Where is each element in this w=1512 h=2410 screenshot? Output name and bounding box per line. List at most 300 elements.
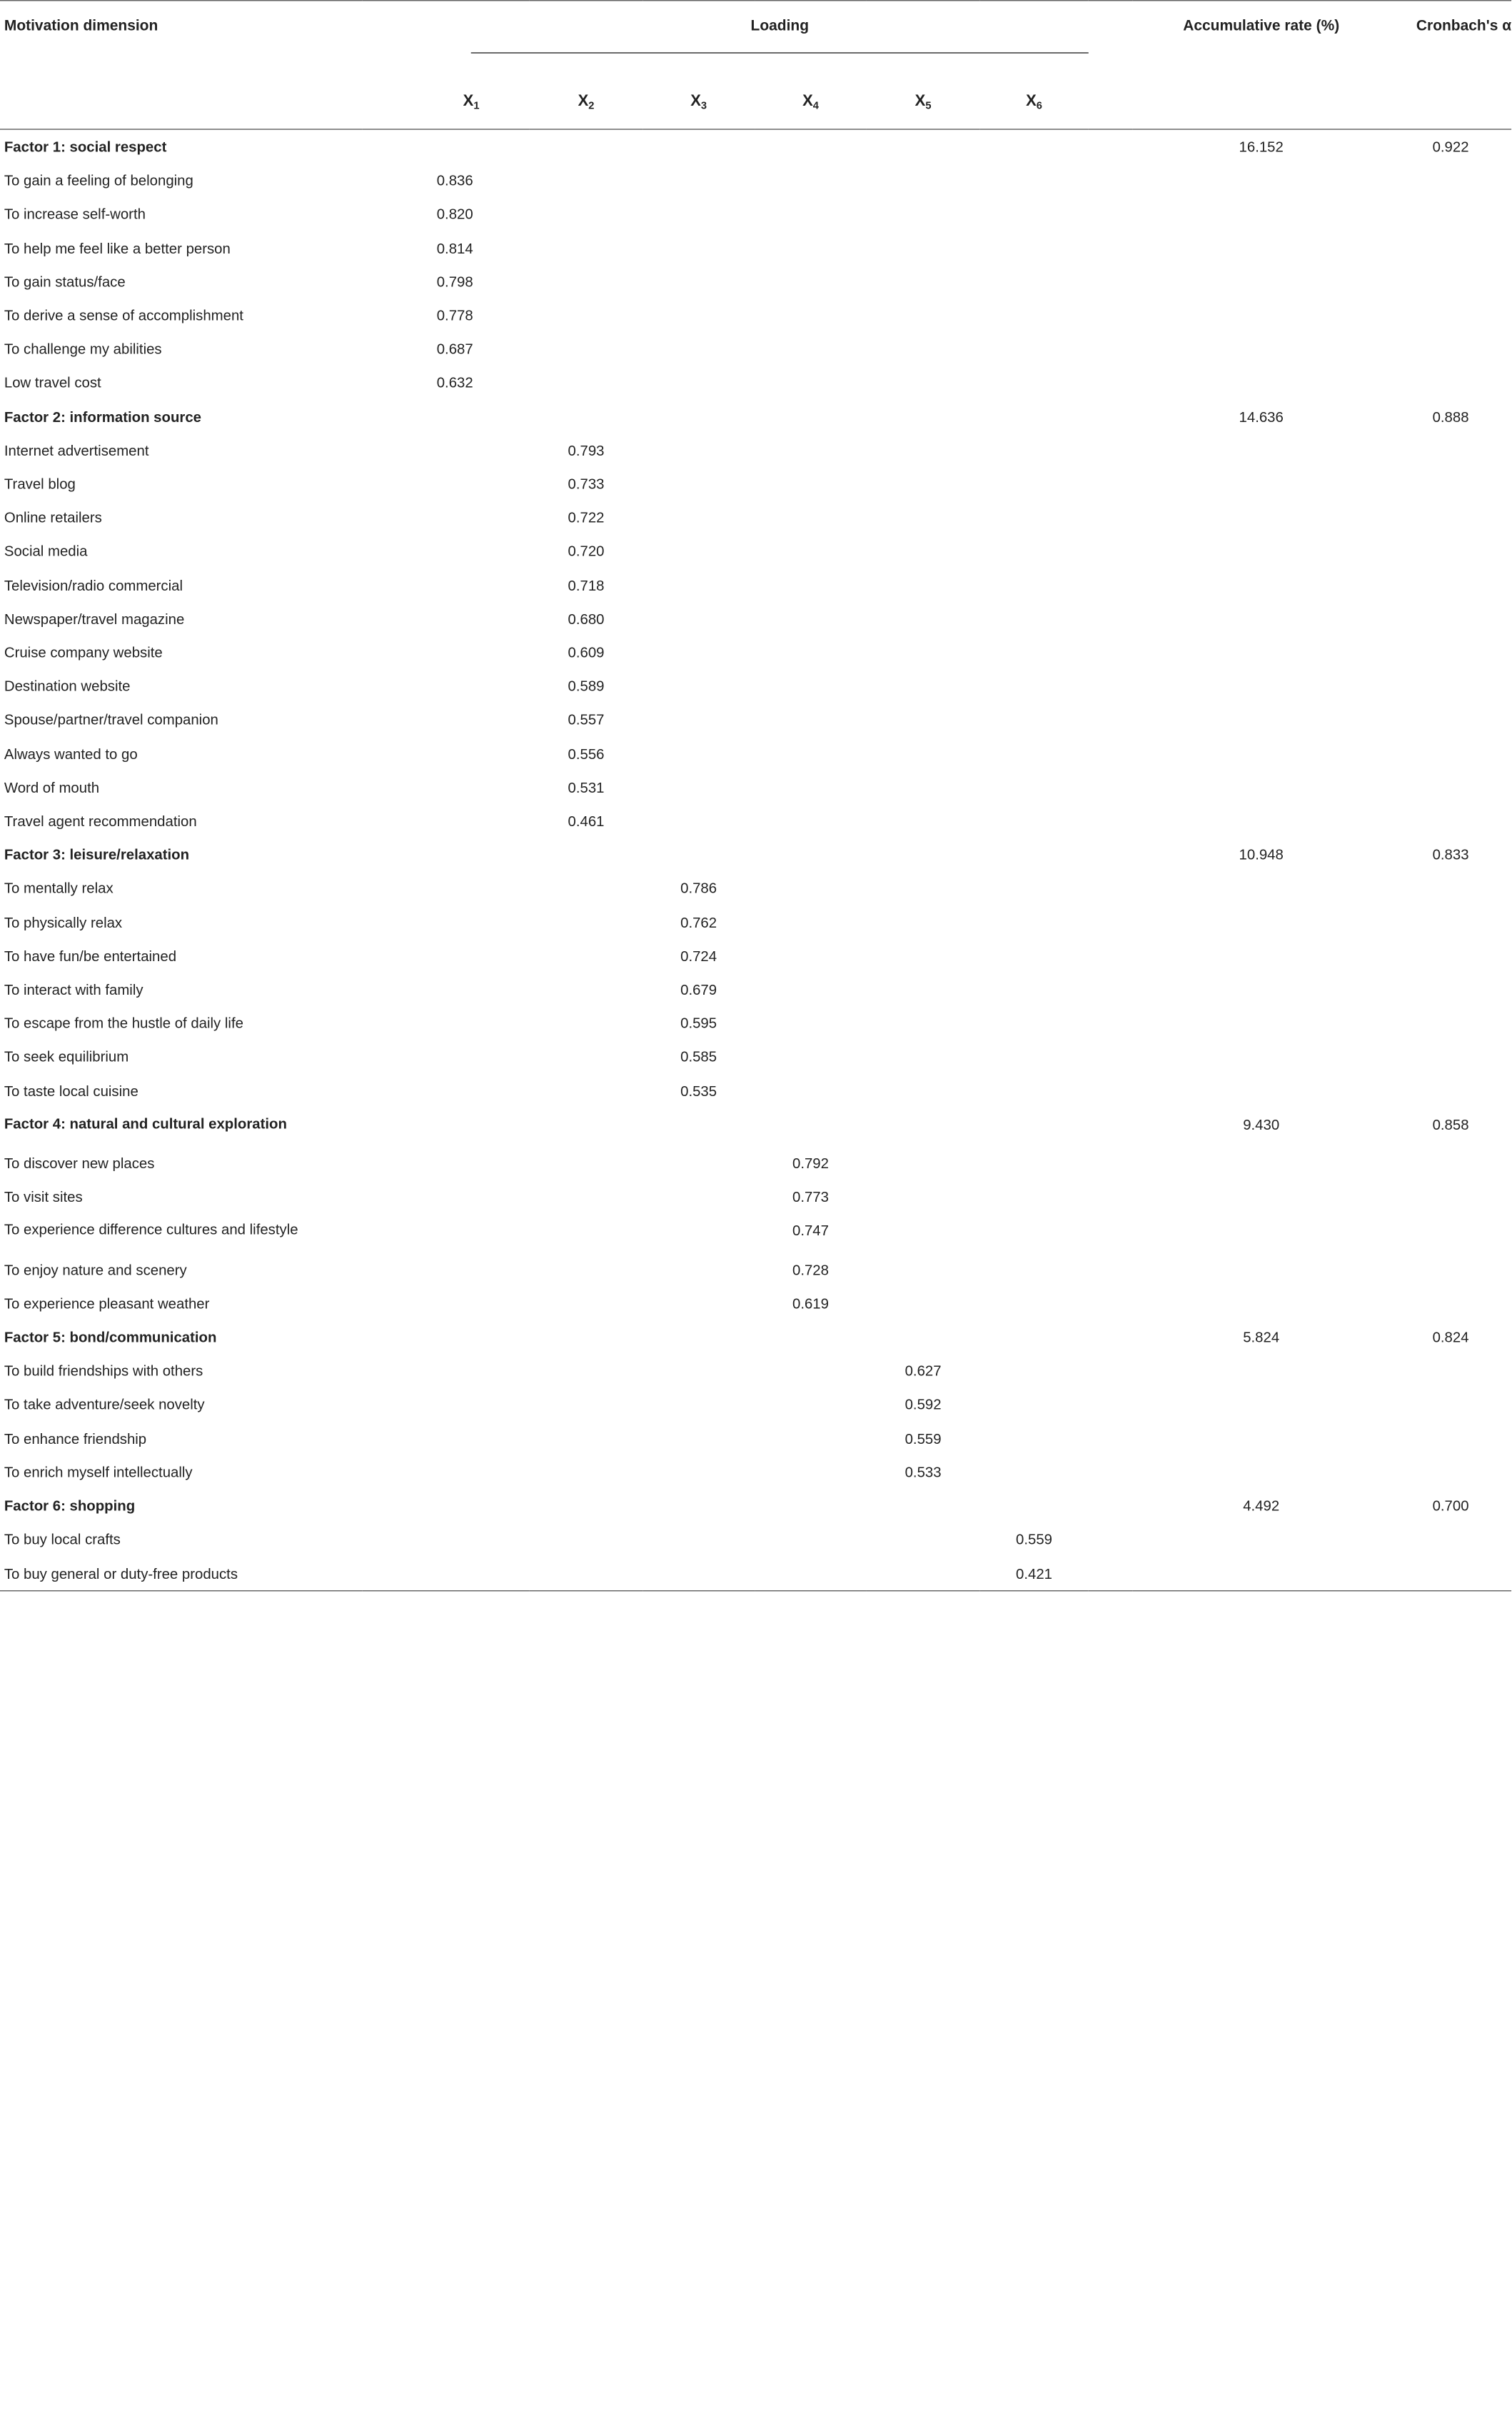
empty-cell — [755, 973, 867, 1006]
empty-cell — [867, 400, 979, 433]
empty-cell — [755, 501, 867, 534]
x5-header: $X_5$ — [867, 74, 979, 129]
empty-cell — [1390, 1214, 1511, 1253]
empty-cell — [1132, 1387, 1390, 1421]
empty-cell — [979, 939, 1089, 973]
empty-cell — [1132, 939, 1390, 973]
empty-cell — [1132, 1422, 1390, 1455]
loading-value: 0.632 — [436, 374, 473, 391]
item-label: To help me feel like a better person — [4, 239, 231, 256]
empty-cell — [642, 770, 755, 804]
spacer-cell — [1089, 164, 1133, 197]
empty-cell — [867, 366, 979, 399]
empty-cell — [642, 703, 755, 736]
empty-cell — [362, 1180, 530, 1214]
empty-cell — [1132, 636, 1390, 669]
empty-cell — [642, 265, 755, 298]
loading-value: 0.747 — [792, 1222, 829, 1240]
subheader-blank — [1390, 74, 1511, 129]
empty-cell — [1390, 1040, 1511, 1074]
empty-cell — [1132, 703, 1390, 736]
empty-cell — [642, 467, 755, 501]
item-label: Social media — [4, 543, 88, 560]
table-row — [0, 1214, 1511, 1253]
empty-cell — [1132, 905, 1390, 939]
empty-cell — [979, 332, 1089, 366]
empty-cell — [979, 534, 1089, 568]
empty-cell — [362, 467, 530, 501]
loading-value: 0.421 — [979, 1556, 1089, 1590]
table-row — [0, 703, 1511, 736]
empty-cell — [755, 265, 867, 298]
table-row — [0, 973, 1511, 1006]
table-row — [0, 737, 1511, 770]
empty-cell — [1390, 1354, 1511, 1387]
loading-rule — [471, 18, 1089, 54]
empty-cell — [642, 332, 755, 366]
empty-cell — [867, 265, 979, 298]
alpha-header: Cronbach's α — [1416, 17, 1512, 35]
empty-cell — [362, 636, 530, 669]
empty-cell — [867, 804, 979, 838]
empty-cell — [362, 905, 530, 939]
empty-cell — [979, 501, 1089, 534]
empty-cell — [867, 1214, 979, 1253]
spacer-cell — [1089, 1146, 1133, 1180]
loading-value: 0.609 — [568, 643, 605, 661]
empty-cell — [1390, 905, 1511, 939]
empty-cell — [642, 298, 755, 332]
table-row — [0, 1354, 1511, 1387]
empty-cell — [867, 1146, 979, 1180]
item-label: To visit sites — [4, 1188, 83, 1205]
loading-value: 0.589 — [568, 677, 605, 695]
empty-cell — [1132, 804, 1390, 838]
empty-cell — [1132, 1252, 1390, 1286]
table-row — [0, 332, 1511, 366]
dimension-header: Motivation dimension — [4, 17, 158, 35]
empty-cell — [530, 231, 642, 264]
empty-cell — [1390, 737, 1511, 770]
empty-cell — [1390, 164, 1511, 197]
empty-cell — [979, 1006, 1089, 1040]
spacer-cell — [1089, 1522, 1133, 1556]
empty-cell — [755, 534, 867, 568]
table-row — [0, 433, 1511, 467]
empty-cell — [979, 1422, 1089, 1455]
factor-row — [0, 838, 1511, 871]
spacer-header — [1089, 1, 1133, 74]
empty-cell — [362, 1074, 530, 1108]
item-label: Always wanted to go — [4, 745, 138, 762]
empty-cell — [1132, 973, 1390, 1006]
subheader-blank — [1089, 74, 1133, 129]
factor-label: Factor 6: shopping — [4, 1497, 136, 1515]
empty-cell — [642, 231, 755, 264]
empty-cell — [979, 871, 1089, 905]
factor-row — [0, 1108, 1511, 1147]
empty-cell — [530, 1522, 642, 1556]
spacer-cell — [1089, 501, 1133, 534]
factor-row — [0, 1320, 1511, 1354]
empty-cell — [979, 804, 1089, 838]
empty-cell — [1132, 737, 1390, 770]
spacer-cell — [1089, 400, 1133, 433]
table-row — [0, 164, 1511, 197]
empty-cell — [1132, 298, 1390, 332]
cronbach-alpha-value: 0.700 — [1432, 1497, 1469, 1515]
empty-cell — [530, 265, 642, 298]
empty-cell — [979, 1252, 1089, 1286]
empty-cell — [979, 1320, 1089, 1354]
item-label: To discover new places — [4, 1155, 155, 1172]
empty-cell — [1390, 231, 1511, 264]
empty-cell — [755, 1387, 867, 1421]
empty-cell — [755, 298, 867, 332]
item-label: To take adventure/seek novelty — [4, 1396, 205, 1413]
empty-cell — [362, 973, 530, 1006]
empty-cell — [1132, 332, 1390, 366]
cronbach-alpha-value: 0.824 — [1432, 1328, 1469, 1346]
empty-cell — [867, 231, 979, 264]
table-row — [0, 1040, 1511, 1074]
empty-cell — [979, 197, 1089, 231]
empty-cell — [1390, 1455, 1511, 1489]
item-label: To seek equilibrium — [4, 1048, 129, 1065]
item-label: To build friendships with others — [4, 1362, 203, 1380]
empty-cell — [1390, 1287, 1511, 1320]
empty-cell — [1132, 1522, 1390, 1556]
cronbach-alpha-value: 0.922 — [1432, 138, 1469, 155]
spacer-cell — [1089, 973, 1133, 1006]
spacer-cell — [1089, 1214, 1133, 1253]
loading-header-label: Loading — [750, 17, 810, 35]
empty-cell — [867, 534, 979, 568]
empty-cell — [362, 703, 530, 736]
spacer-cell — [1089, 1074, 1133, 1108]
spacer-cell — [1089, 1354, 1133, 1387]
table-row — [0, 366, 1511, 399]
empty-cell — [642, 433, 755, 467]
empty-cell — [530, 905, 642, 939]
empty-cell — [642, 737, 755, 770]
empty-cell — [530, 1320, 642, 1354]
item-label: To escape from the hustle of daily life — [4, 1015, 243, 1032]
factor-row — [0, 400, 1511, 433]
empty-cell — [362, 433, 530, 467]
empty-cell — [755, 703, 867, 736]
empty-cell — [979, 737, 1089, 770]
empty-cell — [979, 1074, 1089, 1108]
empty-cell — [1132, 669, 1390, 703]
empty-cell — [1390, 568, 1511, 602]
empty-cell — [642, 804, 755, 838]
item-label: Travel agent recommendation — [4, 812, 197, 830]
loading-value: 0.733 — [568, 475, 605, 493]
spacer-cell — [1089, 1108, 1133, 1147]
spacer-cell — [1089, 534, 1133, 568]
empty-cell — [867, 838, 979, 871]
empty-cell — [642, 1320, 755, 1354]
table-row — [0, 1180, 1511, 1214]
empty-cell — [867, 501, 979, 534]
empty-cell — [867, 298, 979, 332]
spacer-cell — [1089, 838, 1133, 871]
item-label: Spouse/partner/travel companion — [4, 711, 218, 728]
loading-value: 0.724 — [680, 947, 717, 965]
empty-cell — [979, 838, 1089, 871]
empty-cell — [642, 1556, 755, 1590]
item-label: To physically relax — [4, 913, 123, 930]
empty-cell — [755, 669, 867, 703]
empty-cell — [362, 1387, 530, 1421]
loading-value: 0.778 — [436, 306, 473, 324]
loading-value: 0.687 — [436, 340, 473, 358]
empty-cell — [867, 1040, 979, 1074]
item-label: To increase self-worth — [4, 205, 146, 223]
empty-cell — [1390, 501, 1511, 534]
table-row — [0, 1387, 1511, 1421]
loading-value: 0.559 — [904, 1430, 942, 1447]
item-label: To derive a sense of accomplishment — [4, 306, 243, 324]
empty-cell — [642, 1489, 755, 1522]
x4-header: $X_4$ — [755, 74, 867, 129]
empty-cell — [642, 669, 755, 703]
empty-cell — [642, 1180, 755, 1214]
item-label: Destination website — [4, 677, 131, 695]
table-row — [0, 1074, 1511, 1108]
empty-cell — [1132, 467, 1390, 501]
empty-cell — [642, 164, 755, 197]
spacer-cell — [1089, 905, 1133, 939]
loading-value: 0.627 — [904, 1362, 942, 1380]
empty-cell — [979, 1108, 1089, 1147]
subheader-blank — [1132, 74, 1390, 129]
empty-cell — [1132, 1074, 1390, 1108]
empty-cell — [979, 1287, 1089, 1320]
empty-cell — [867, 1287, 979, 1320]
loading-value: 0.728 — [792, 1261, 829, 1278]
empty-cell — [642, 838, 755, 871]
empty-cell — [362, 1006, 530, 1040]
empty-cell — [642, 129, 755, 164]
spacer-cell — [1089, 737, 1133, 770]
table-row — [0, 1146, 1511, 1180]
table-row — [0, 636, 1511, 669]
empty-cell — [530, 1180, 642, 1214]
empty-cell — [755, 332, 867, 366]
table-row — [0, 501, 1511, 534]
table-row — [0, 939, 1511, 973]
empty-cell — [867, 737, 979, 770]
empty-cell — [642, 197, 755, 231]
spacer-cell — [1089, 770, 1133, 804]
empty-cell — [1390, 871, 1511, 905]
empty-cell — [530, 1146, 642, 1180]
empty-cell — [979, 1489, 1089, 1522]
empty-cell — [1132, 1214, 1390, 1253]
empty-cell — [867, 129, 979, 164]
empty-cell — [755, 164, 867, 197]
empty-cell — [1132, 1180, 1390, 1214]
empty-cell — [755, 1040, 867, 1074]
empty-cell — [867, 332, 979, 366]
table-row — [0, 197, 1511, 231]
empty-cell — [642, 568, 755, 602]
spacer-cell — [1089, 1180, 1133, 1214]
empty-cell — [1390, 433, 1511, 467]
item-label: To enrich myself intellectually — [4, 1463, 193, 1480]
rate-header: Accumulative rate (%) — [1183, 17, 1340, 35]
empty-cell — [530, 298, 642, 332]
loading-value: 0.786 — [680, 880, 717, 897]
loading-value: 0.720 — [568, 543, 605, 560]
x1-header: $X_1$ — [362, 74, 530, 129]
item-label: To taste local cuisine — [4, 1082, 138, 1099]
spacer-cell — [1089, 636, 1133, 669]
empty-cell — [979, 905, 1089, 939]
empty-cell — [1390, 467, 1511, 501]
empty-cell — [979, 770, 1089, 804]
empty-cell — [530, 973, 642, 1006]
spacer-cell — [1089, 1287, 1133, 1320]
table-row — [0, 905, 1511, 939]
empty-cell — [530, 1252, 642, 1286]
empty-cell — [362, 534, 530, 568]
factor-row — [0, 1489, 1511, 1522]
spacer-cell — [1089, 332, 1133, 366]
empty-cell — [755, 1108, 867, 1147]
empty-cell — [530, 1214, 642, 1253]
factor-label: Factor 3: leisure/relaxation — [4, 845, 190, 863]
item-label: To have fun/be entertained — [4, 947, 177, 965]
empty-cell — [979, 298, 1089, 332]
loading-value: 0.820 — [436, 205, 473, 223]
empty-cell — [979, 602, 1089, 636]
empty-cell — [1390, 1387, 1511, 1421]
table-row — [0, 770, 1511, 804]
item-label: Cruise company website — [4, 643, 163, 661]
loading-value: 0.680 — [568, 610, 605, 627]
empty-cell — [979, 433, 1089, 467]
table-row — [0, 1522, 1511, 1556]
empty-cell — [642, 1522, 755, 1556]
loading-value: 0.798 — [436, 273, 473, 290]
spacer-cell — [1089, 602, 1133, 636]
empty-cell — [362, 1489, 530, 1522]
table-row — [0, 1252, 1511, 1286]
empty-cell — [530, 1387, 642, 1421]
empty-cell — [867, 1522, 979, 1556]
loading-value: 0.533 — [904, 1463, 942, 1480]
empty-cell — [867, 1489, 979, 1522]
empty-cell — [755, 568, 867, 602]
spacer-cell — [1089, 231, 1133, 264]
table-row — [0, 568, 1511, 602]
x2-header: $X_2$ — [530, 74, 642, 129]
empty-cell — [362, 1522, 530, 1556]
empty-cell — [867, 905, 979, 939]
empty-cell — [755, 1006, 867, 1040]
table-row — [0, 534, 1511, 568]
empty-cell — [1390, 1422, 1511, 1455]
empty-cell — [362, 669, 530, 703]
empty-cell — [1390, 939, 1511, 973]
empty-cell — [362, 129, 530, 164]
spacer-cell — [1089, 1006, 1133, 1040]
loading-header — [362, 1, 1089, 74]
item-label: To interact with family — [4, 980, 143, 998]
empty-cell — [1390, 703, 1511, 736]
accumulative-rate-value: 9.430 — [1243, 1115, 1280, 1133]
empty-cell — [1132, 197, 1390, 231]
factor-label: Factor 1: social respect — [4, 138, 167, 155]
empty-cell — [755, 636, 867, 669]
empty-cell — [642, 602, 755, 636]
empty-cell — [867, 1074, 979, 1108]
cronbach-alpha-value: 0.858 — [1432, 1115, 1469, 1133]
header-row — [0, 1, 1511, 74]
empty-cell — [867, 973, 979, 1006]
loading-value: 0.722 — [568, 508, 605, 526]
empty-cell — [1132, 770, 1390, 804]
empty-cell — [530, 1422, 642, 1455]
empty-cell — [755, 231, 867, 264]
loading-value: 0.718 — [568, 576, 605, 593]
empty-cell — [755, 602, 867, 636]
empty-cell — [530, 1455, 642, 1489]
factor-label: Factor 4: natural and cultural exploration — [4, 1115, 287, 1132]
empty-cell — [755, 1320, 867, 1354]
empty-cell — [530, 197, 642, 231]
table-row — [0, 298, 1511, 332]
empty-cell — [755, 467, 867, 501]
item-label: To enhance friendship — [4, 1430, 147, 1447]
empty-cell — [755, 197, 867, 231]
loading-value: 0.773 — [792, 1188, 829, 1205]
empty-cell — [362, 1214, 530, 1253]
empty-cell — [362, 871, 530, 905]
empty-cell — [642, 1422, 755, 1455]
empty-cell — [642, 1287, 755, 1320]
item-label: Low travel cost — [4, 374, 101, 391]
empty-cell — [1390, 973, 1511, 1006]
empty-cell — [1390, 669, 1511, 703]
empty-cell — [1390, 332, 1511, 366]
item-label: Newspaper/travel magazine — [4, 610, 185, 627]
empty-cell — [979, 1455, 1089, 1489]
empty-cell — [979, 1180, 1089, 1214]
empty-cell — [642, 1108, 755, 1147]
empty-cell — [755, 1354, 867, 1387]
empty-cell — [979, 973, 1089, 1006]
table-row — [0, 1287, 1511, 1320]
empty-cell — [1390, 1522, 1511, 1556]
empty-cell — [362, 501, 530, 534]
empty-cell — [867, 1252, 979, 1286]
item-label: To experience pleasant weather — [4, 1295, 210, 1312]
empty-cell — [530, 1074, 642, 1108]
empty-cell — [755, 433, 867, 467]
empty-cell — [642, 636, 755, 669]
empty-cell — [530, 164, 642, 197]
loading-value: 0.619 — [792, 1295, 829, 1312]
empty-cell — [979, 568, 1089, 602]
table-row — [0, 265, 1511, 298]
empty-cell — [979, 1387, 1089, 1421]
empty-cell — [1132, 1146, 1390, 1180]
empty-cell — [1132, 602, 1390, 636]
